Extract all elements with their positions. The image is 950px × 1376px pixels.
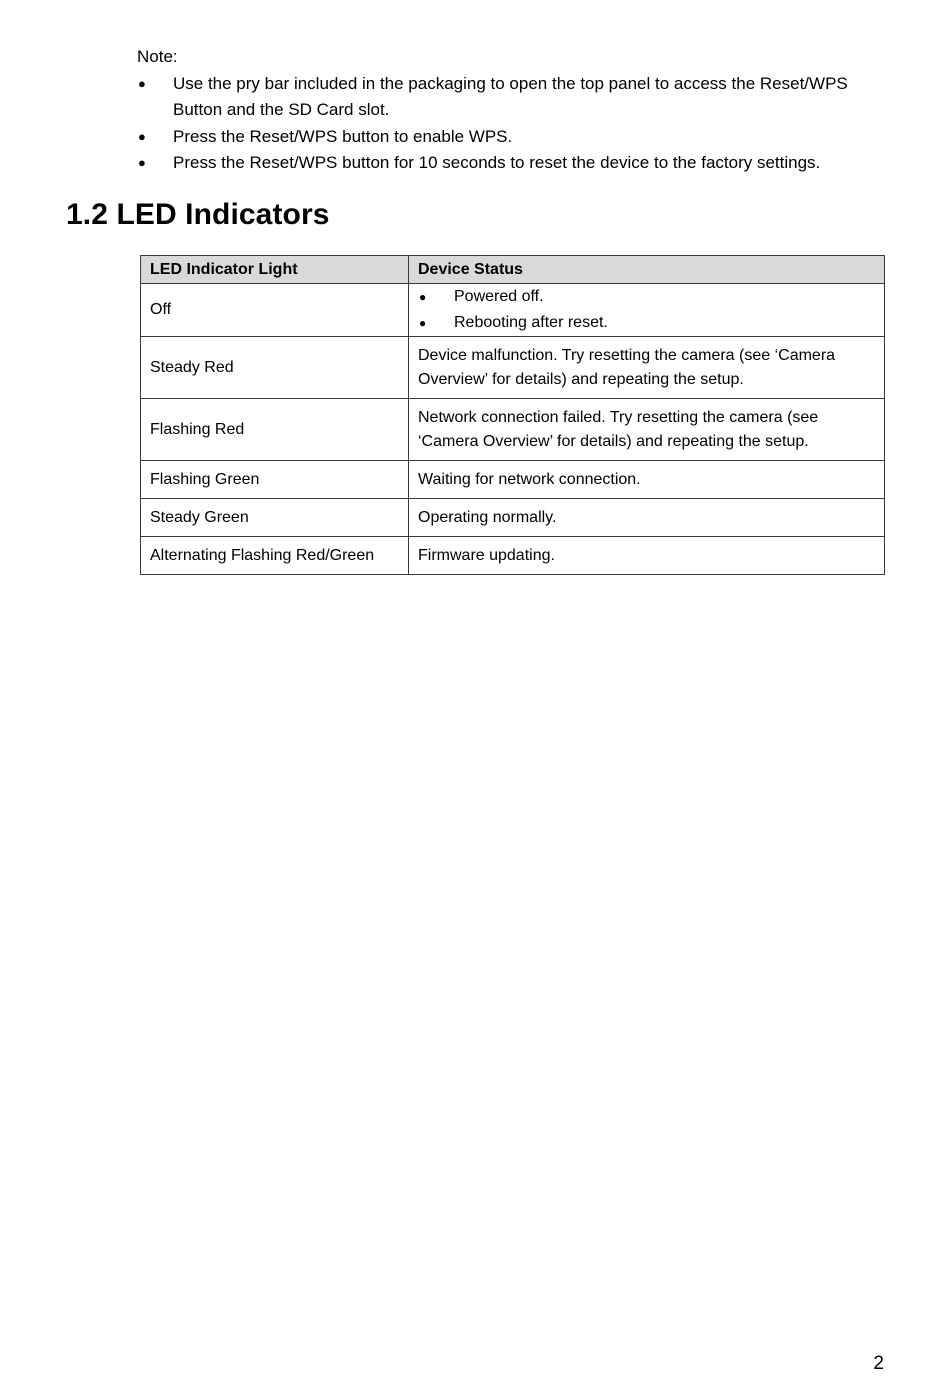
table-row	[141, 499, 885, 537]
list-item	[137, 150, 897, 177]
note-title: Note:	[137, 47, 178, 66]
device-status-cell: Device malfunction. Try resetting the camera (see ‘Camera Overview’ for details) and repeating the setup.	[409, 337, 885, 399]
status-item-text: Powered off.	[454, 288, 544, 305]
led-light-cell: Alternating Flashing Red/Green	[141, 537, 409, 575]
bullet-icon: ●	[419, 316, 427, 330]
table-row	[141, 284, 885, 337]
note-item-text: Use the pry bar included in the packaging to open the top panel to access the Reset/WPS Button and the SD Card slot.	[173, 73, 848, 119]
led-light-cell: Steady Green	[141, 499, 409, 537]
note-block	[137, 44, 897, 177]
table-row	[141, 399, 885, 461]
device-status-cell: Firmware updating.	[409, 537, 885, 575]
status-list	[418, 284, 876, 336]
section-heading: 1.2 LED Indicators	[66, 198, 330, 231]
led-light-cell: Flashing Red	[141, 399, 409, 461]
column-header-status: Device Status	[409, 256, 885, 284]
column-header-light: LED Indicator Light	[141, 256, 409, 284]
note-item-text: Press the Reset/WPS button for 10 seconds to reset the device to the factory settings.	[173, 153, 821, 172]
list-item	[418, 310, 876, 336]
bullet-icon: ●	[138, 155, 146, 170]
led-light-cell: Steady Red	[141, 337, 409, 399]
table-row	[141, 537, 885, 575]
led-light-cell: Off	[141, 284, 409, 337]
bullet-icon: ●	[419, 290, 427, 304]
table-row	[141, 461, 885, 499]
device-status-cell: Network connection failed. Try resetting the camera (see ‘Camera Overview’ for details) and repeating the setup.	[409, 399, 885, 461]
list-item	[137, 124, 897, 151]
note-item-text: Press the Reset/WPS button to enable WPS.	[173, 126, 513, 146]
status-item-text: Rebooting after reset.	[454, 314, 608, 331]
led-light-cell: Flashing Green	[141, 461, 409, 499]
list-item	[137, 71, 897, 124]
device-status-cell: Operating normally.	[409, 499, 885, 537]
bullet-icon: ●	[138, 75, 146, 91]
device-status-cell	[409, 284, 885, 337]
page-number: 2	[873, 1353, 884, 1374]
note-list	[137, 71, 897, 177]
table-header-row	[141, 256, 885, 284]
device-status-cell: Waiting for network connection.	[409, 461, 885, 499]
list-item	[418, 284, 876, 310]
bullet-icon: ●	[138, 128, 146, 144]
table-row	[141, 337, 885, 399]
led-indicator-table	[140, 255, 885, 575]
